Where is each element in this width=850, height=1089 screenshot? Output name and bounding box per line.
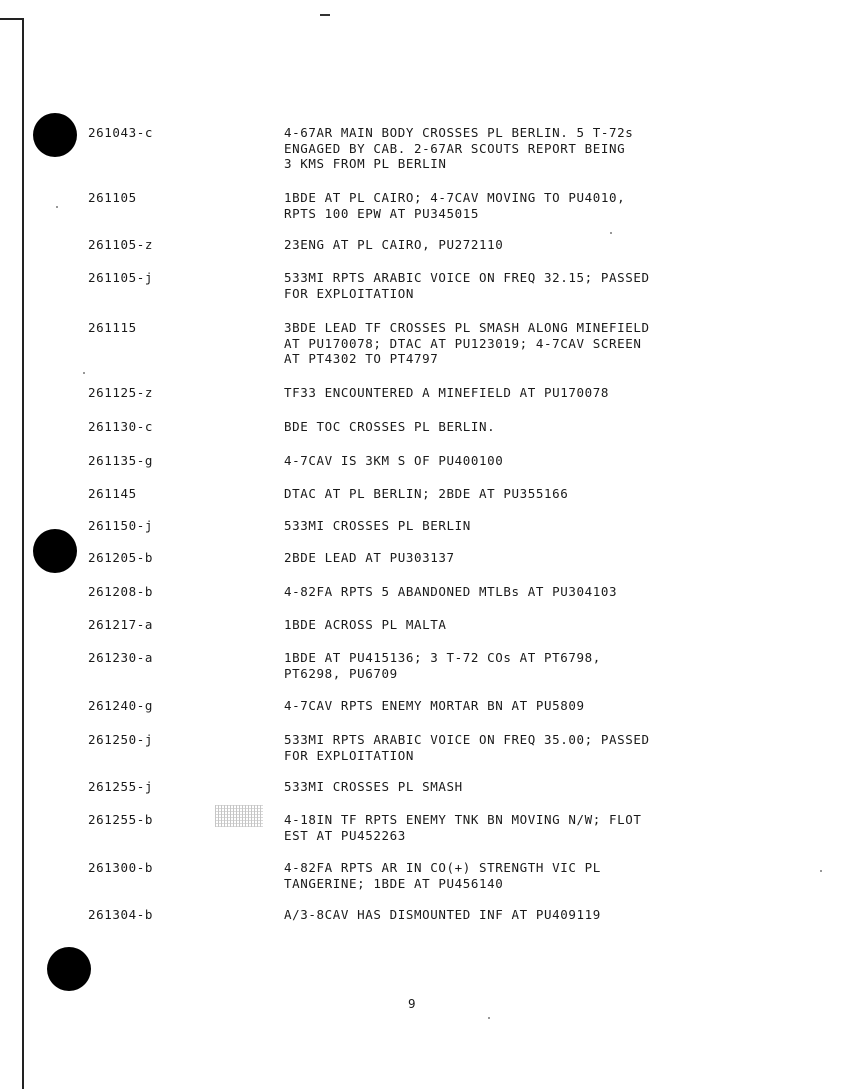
entry-text — [284, 650, 754, 681]
entry-text-line: 4-67AR MAIN BODY CROSSES PL BERLIN. 5 T-72s — [284, 125, 634, 140]
entry-text — [284, 385, 754, 401]
entry-text-line: TF33 ENCOUNTERED A MINEFIELD AT PU170078 — [284, 385, 610, 400]
entry-text-line: 23ENG AT PL CAIRO, PU272110 — [284, 237, 504, 252]
entry-text-line: 1BDE AT PL CAIRO; 4-7CAV MOVING TO PU4010, — [284, 190, 626, 205]
entry-time: 261135-g — [88, 453, 154, 468]
scan-speck — [820, 870, 822, 872]
entry-text-line: 533MI CROSSES PL BERLIN — [284, 518, 471, 533]
entry-text-line: AT PT4302 TO PT4797 — [284, 351, 439, 366]
entry-text-line: 4-82FA RPTS AR IN CO(+) STRENGTH VIC PL — [284, 860, 601, 875]
entry-text — [284, 270, 754, 301]
entry-text — [284, 907, 754, 923]
entry-text-line: 1BDE AT PU415136; 3 T-72 COs AT PT6798, — [284, 650, 601, 665]
binder-hole-icon — [33, 529, 77, 573]
entry-text — [284, 584, 754, 600]
entry-text — [284, 812, 754, 843]
entry-text-line: RPTS 100 EPW AT PU345015 — [284, 205, 480, 221]
entry-text-line: 4-18IN TF RPTS ENEMY TNK BN MOVING N/W; FLOT — [284, 812, 642, 827]
entry-time: 261250-j — [88, 732, 154, 747]
entry-text — [284, 125, 754, 172]
page-edge-line — [22, 18, 24, 1089]
entry-text-line: PT6298, PU6709 — [284, 665, 398, 681]
entry-time: 261304-b — [88, 907, 154, 922]
entry-time: 261105-z — [88, 237, 154, 252]
entry-text-line: 533MI RPTS ARABIC VOICE ON FREQ 35.00; PASSED — [284, 732, 650, 747]
entry-text — [284, 237, 754, 253]
entry-text-line: 533MI RPTS ARABIC VOICE ON FREQ 32.15; PASSED — [284, 270, 650, 285]
entry-time: 261105-j — [88, 270, 154, 285]
entry-text-line: AT PU170078; DTAC AT PU123019; 4-7CAV SCREEN — [284, 335, 642, 351]
entry-text — [284, 419, 754, 435]
entry-text-line: FOR EXPLOITATION — [284, 285, 415, 301]
entry-text-line: A/3-8CAV HAS DISMOUNTED INF AT PU409119 — [284, 907, 601, 922]
binder-hole-icon — [33, 113, 77, 157]
scan-smudge — [215, 805, 263, 827]
entry-time: 261230-a — [88, 650, 154, 665]
entry-text-line: EST AT PU452263 — [284, 827, 406, 843]
entry-text-line: 533MI CROSSES PL SMASH — [284, 779, 463, 794]
entry-text — [284, 732, 754, 763]
entry-text-line: TANGERINE; 1BDE AT PU456140 — [284, 875, 504, 891]
entry-text-line: ENGAGED BY CAB. 2-67AR SCOUTS REPORT BEING — [284, 140, 626, 156]
entry-text-line: 4-82FA RPTS 5 ABANDONED MTLBs AT PU304103 — [284, 584, 618, 599]
entry-time: 261240-g — [88, 698, 154, 713]
entry-time: 261300-b — [88, 860, 154, 875]
entry-text-line: 1BDE ACROSS PL MALTA — [284, 617, 447, 632]
entry-time: 261205-b — [88, 550, 154, 565]
entry-time: 261043-c — [88, 125, 154, 140]
entry-text — [284, 860, 754, 891]
scan-speck — [56, 206, 58, 208]
entry-time: 261145 — [88, 486, 137, 501]
entry-time: 261150-j — [88, 518, 154, 533]
entry-text-line: 3 KMS FROM PL BERLIN — [284, 156, 447, 171]
entry-time: 261208-b — [88, 584, 154, 599]
page-edge-corner — [0, 18, 22, 20]
scan-speck — [83, 372, 85, 374]
entry-text-line: 4-7CAV RPTS ENEMY MORTAR BN AT PU5809 — [284, 698, 585, 713]
entry-text — [284, 779, 754, 795]
entry-text — [284, 617, 754, 633]
entry-time: 261255-j — [88, 779, 154, 794]
entry-text — [284, 518, 754, 534]
entry-text-line: 4-7CAV IS 3KM S OF PU400100 — [284, 453, 504, 468]
entry-text-line: 3BDE LEAD TF CROSSES PL SMASH ALONG MINEFIELD — [284, 320, 650, 335]
entry-text-line: BDE TOC CROSSES PL BERLIN. — [284, 419, 496, 434]
scan-speck — [610, 232, 612, 234]
entry-text — [284, 698, 754, 714]
entry-text — [284, 190, 754, 221]
entry-text-line: 2BDE LEAD AT PU303137 — [284, 550, 455, 565]
entry-text — [284, 550, 754, 566]
entry-time: 261255-b — [88, 812, 154, 827]
entry-time: 261125-z — [88, 385, 154, 400]
entry-text — [284, 453, 754, 469]
scan-speck — [488, 1017, 490, 1019]
entry-time: 261217-a — [88, 617, 154, 632]
binder-hole-icon — [47, 947, 91, 991]
entry-text — [284, 320, 754, 367]
entry-text-line: FOR EXPLOITATION — [284, 747, 415, 763]
entry-text-line: DTAC AT PL BERLIN; 2BDE AT PU355166 — [284, 486, 569, 501]
entry-time: 261130-c — [88, 419, 154, 434]
page-number: 9 — [408, 996, 416, 1011]
entry-time: 261105 — [88, 190, 137, 205]
top-mark — [320, 14, 330, 16]
entry-time: 261115 — [88, 320, 137, 335]
entry-text — [284, 486, 754, 502]
